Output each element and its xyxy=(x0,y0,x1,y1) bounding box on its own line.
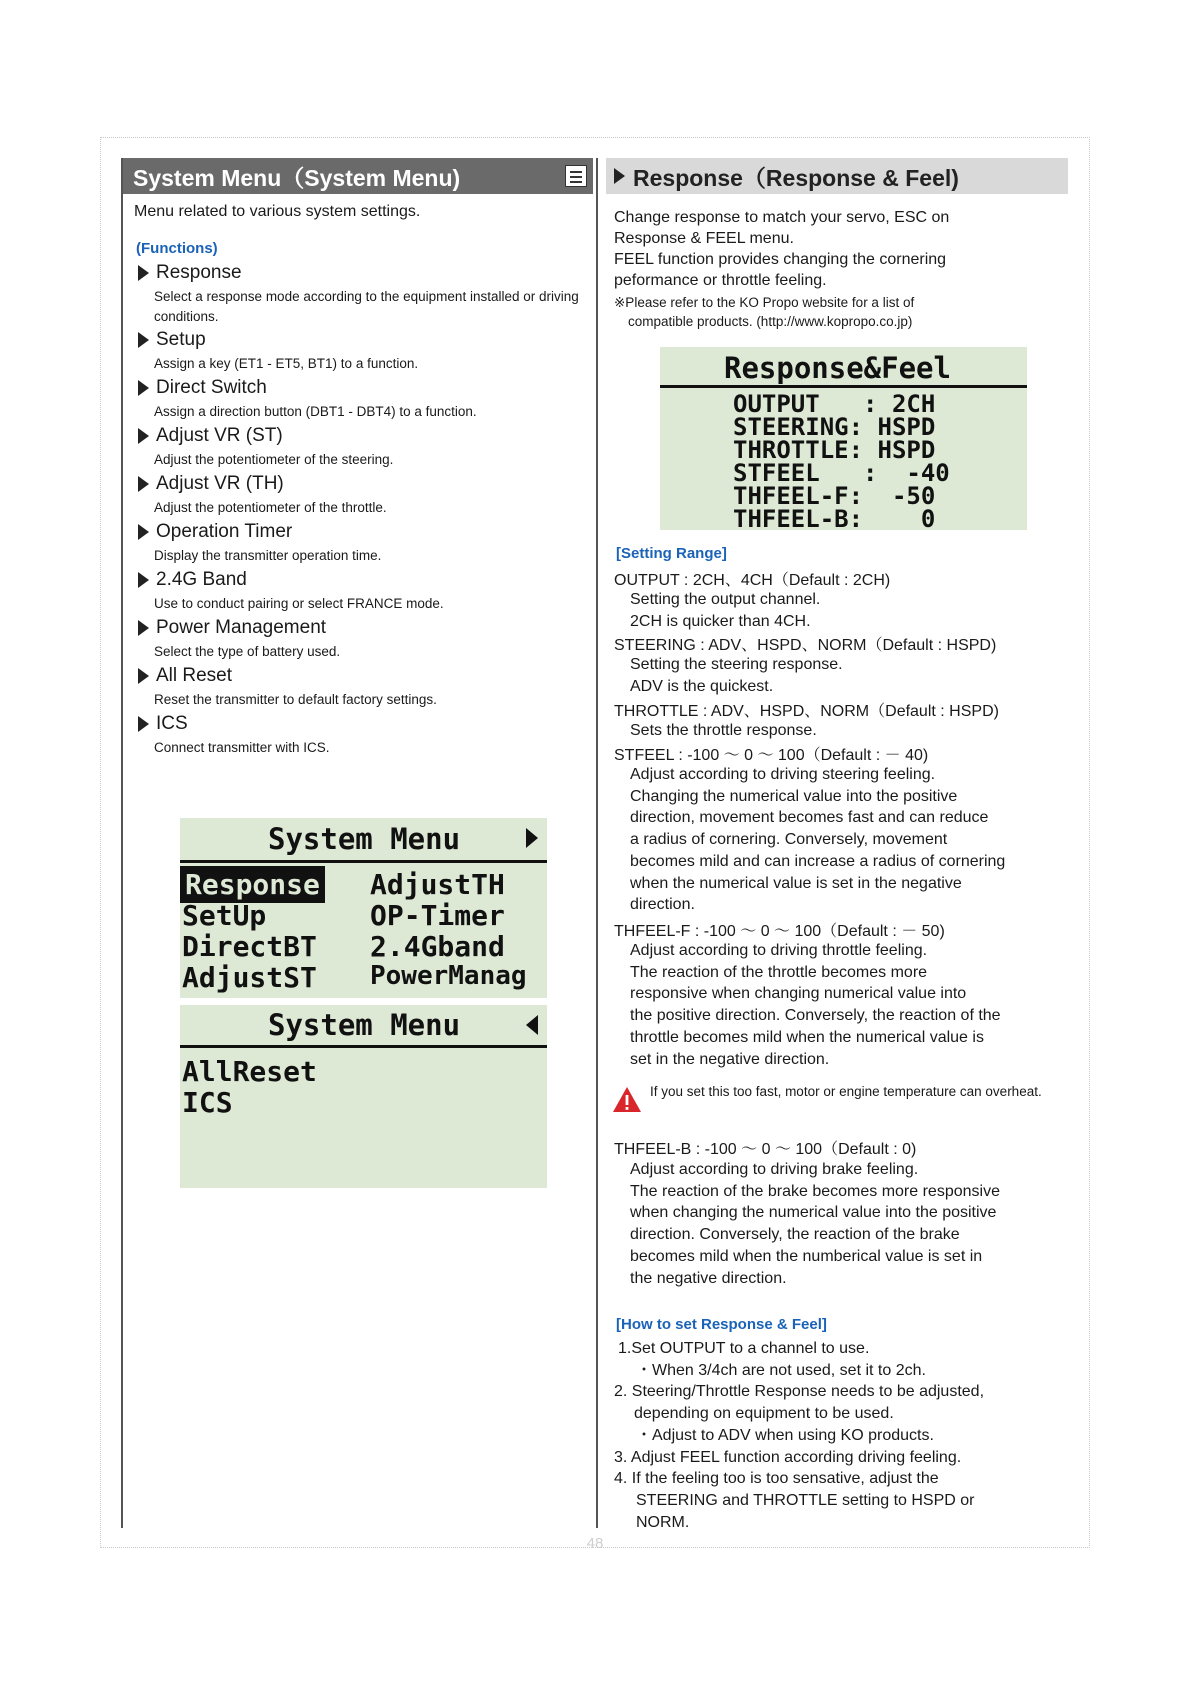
desc-line: Setting the steering response. xyxy=(630,656,843,673)
range-thfeel-f-head: THFEEL-F : -100 ～ 0 ～ 100（Default : － 50) xyxy=(614,923,945,940)
lcd-item-adjustth[interactable]: AdjustTH xyxy=(370,868,505,901)
step-line: 3. Adjust FEEL function according driving feeling. xyxy=(614,1448,962,1466)
bullet-triangle-icon xyxy=(138,572,149,588)
bullet-triangle-icon xyxy=(138,620,149,636)
step-line: 2. Steering/Throttle Response needs to be adjusted, xyxy=(614,1383,985,1401)
desc-line: Adjust according to driving steering feeling. xyxy=(630,766,936,783)
lcd-item-powermanag[interactable]: PowerManag xyxy=(370,961,527,991)
compat-note xyxy=(614,293,1074,331)
bullet-triangle-icon xyxy=(138,668,149,684)
desc-line: when the numerical value is set in the negative xyxy=(630,874,962,892)
bullet-triangle-icon xyxy=(138,332,149,348)
intro-line: Change response to match your servo, ESC on xyxy=(614,209,950,226)
function-title: Power Management xyxy=(156,617,327,638)
desc-line: Adjust according to driving brake feeling. xyxy=(630,1161,919,1178)
lcd-system-menu-page1 xyxy=(180,818,547,998)
lcd-item-response-selected[interactable]: Response xyxy=(182,868,323,901)
system-menu-header xyxy=(123,158,593,194)
how-to-label: [How to set Response & Feel] xyxy=(616,1316,827,1333)
system-menu-intro: Menu related to various system settings. xyxy=(134,203,421,220)
function-item-ics xyxy=(138,713,588,758)
note-line: ※Please refer to the KO Propo website for a list of xyxy=(614,295,915,310)
range-thfeel-b-head: THFEEL-B : -100 ～ 0 ～ 100（Default : 0) xyxy=(614,1141,917,1158)
desc-line: Adjust according to driving throttle feeling. xyxy=(630,942,928,959)
function-desc: Reset the transmitter to default factory settings. xyxy=(154,692,437,707)
function-title: Direct Switch xyxy=(156,377,267,398)
desc-line: Sets the throttle response. xyxy=(630,722,817,739)
step-line: 4. If the feeling too is too sensative, adjust the xyxy=(614,1470,939,1488)
function-desc: Select a response mode according to the equipment installed or driving conditions. xyxy=(154,289,579,324)
lcd-item-allreset[interactable]: AllReset xyxy=(182,1055,317,1088)
function-item-24g-band xyxy=(138,569,588,614)
function-title: Adjust VR (ST) xyxy=(156,425,283,446)
function-desc: Select the type of battery used. xyxy=(154,644,341,659)
lcd-title: Response&Feel xyxy=(724,351,951,385)
desc-line: the negative direction. xyxy=(630,1269,787,1287)
range-throttle-head: THROTTLE : ADV、HSPD、NORM（Default : HSPD) xyxy=(614,703,999,720)
desc-line: a radius of cornering. Conversely, movement xyxy=(630,831,948,849)
arrow-right-icon xyxy=(526,828,538,848)
bullet-triangle-icon xyxy=(138,716,149,732)
desc-line: The reaction of the brake becomes more responsive xyxy=(630,1182,1000,1200)
step-line: STEERING and THROTTLE setting to HSPD or xyxy=(636,1491,975,1509)
lcd-item-ics[interactable]: ICS xyxy=(182,1086,233,1119)
desc-line: Changing the numerical value into the positive xyxy=(630,787,958,805)
range-stfeel-head: STFEEL : -100 ～ 0 ～ 100（Default : － 40) xyxy=(614,747,929,764)
function-desc: Adjust the potentiometer of the steering. xyxy=(154,452,394,467)
desc-line: becomes mild when the numberical value is set in xyxy=(630,1247,983,1265)
column-divider xyxy=(596,158,598,1528)
lcd-title-rule xyxy=(180,860,547,863)
menu-list-icon xyxy=(565,165,587,187)
lcd-item-op-timer[interactable]: OP-Timer xyxy=(370,899,505,932)
response-header-text: Response（Response & Feel) xyxy=(633,164,959,191)
function-item-power-management xyxy=(138,617,588,662)
setting-range-label: [Setting Range] xyxy=(616,545,727,562)
lcd-title-rule xyxy=(180,1045,547,1048)
lcd-row-steering[interactable]: STEERING: HSPD xyxy=(733,413,936,441)
function-item-all-reset xyxy=(138,665,588,710)
lcd-row-output[interactable]: OUTPUT : 2CH xyxy=(733,390,936,418)
warning-triangle-icon xyxy=(612,1086,642,1113)
function-title: ICS xyxy=(156,713,188,734)
range-throttle-desc xyxy=(630,720,1078,742)
bullet-triangle-icon xyxy=(138,428,149,444)
function-desc: Use to conduct pairing or select FRANCE mode. xyxy=(154,596,444,611)
range-output-head: OUTPUT : 2CH、4CH（Default : 2CH) xyxy=(614,572,891,589)
lcd-system-menu-page2 xyxy=(180,1005,547,1188)
intro-line: FEEL function provides changing the cornering xyxy=(614,251,947,268)
desc-line: throttle becomes mild when the numerical value is xyxy=(630,1028,984,1046)
function-item-setup xyxy=(138,329,588,374)
response-header xyxy=(606,158,1068,194)
desc-line: direction, movement becomes fast and can reduce xyxy=(630,809,989,827)
desc-line: becomes mild and can increase a radius of cornering xyxy=(630,852,1006,870)
bullet-triangle-icon xyxy=(138,265,149,281)
lcd-item-directbt[interactable]: DirectBT xyxy=(182,930,317,963)
function-title: Response xyxy=(156,262,242,283)
function-desc: Connect transmitter with ICS. xyxy=(154,740,330,755)
function-item-direct-switch xyxy=(138,377,588,422)
range-thfeel-b-desc xyxy=(630,1159,1078,1289)
page-number: 48 xyxy=(586,1535,604,1552)
lcd-title: System Menu xyxy=(268,822,461,856)
desc-line: 2CH is quicker than 4CH. xyxy=(630,612,811,630)
range-steering-desc xyxy=(630,654,1078,697)
desc-line: The reaction of the throttle becomes more xyxy=(630,963,928,981)
note-line: compatible products. (http://www.kopropo.co.jp) xyxy=(628,314,913,329)
step-line: NORM. xyxy=(636,1513,690,1531)
lcd-response-feel xyxy=(660,347,1027,533)
response-intro xyxy=(614,207,1074,291)
lcd-item-setup[interactable]: SetUp xyxy=(182,899,267,932)
function-item-response xyxy=(138,262,588,327)
step-line: 1.Set OUTPUT to a channel to use. xyxy=(618,1340,870,1357)
bullet-triangle-icon xyxy=(138,380,149,396)
function-item-adjust-vr-th xyxy=(138,473,588,518)
lcd-row-thfeel-b[interactable]: THFEEL-B: 0 xyxy=(733,505,936,533)
function-item-adjust-vr-st xyxy=(138,425,588,470)
desc-line: direction. xyxy=(630,896,695,914)
desc-line: set in the negative direction. xyxy=(630,1050,830,1068)
function-title: Operation Timer xyxy=(156,521,293,542)
bullet-triangle-icon xyxy=(138,524,149,540)
function-desc: Display the transmitter operation time. xyxy=(154,548,382,563)
lcd-item-24gband[interactable]: 2.4Gband xyxy=(370,930,505,963)
left-margin-rule xyxy=(121,158,123,1528)
lcd-row-stfeel[interactable]: STFEEL : -40 xyxy=(733,459,950,487)
intro-line: Response & FEEL menu. xyxy=(614,230,794,247)
function-title: Adjust VR (TH) xyxy=(156,473,284,494)
desc-line: responsive when changing numerical value into xyxy=(630,985,967,1003)
function-title: All Reset xyxy=(156,665,233,686)
header-triangle-icon xyxy=(614,168,625,184)
lcd-title-rule xyxy=(660,385,1027,388)
desc-line: direction. Conversely, the reaction of the brake xyxy=(630,1226,960,1244)
arrow-left-icon xyxy=(526,1015,538,1035)
lcd-row-throttle[interactable]: THROTTLE: HSPD xyxy=(733,436,936,464)
warning-text: If you set this too fast, motor or engine temperature can overheat. xyxy=(650,1084,1042,1099)
lcd-row-thfeel-f[interactable]: THFEEL-F: -50 xyxy=(733,482,936,510)
function-desc: Adjust the potentiometer of the throttle. xyxy=(154,500,387,515)
range-thfeel-f-desc xyxy=(630,940,1078,1070)
function-desc: Assign a key (ET1 - ET5, BT1) to a function. xyxy=(154,356,419,371)
system-menu-header-text: System Menu（System Menu) xyxy=(133,164,461,191)
functions-label: (Functions) xyxy=(136,240,218,257)
desc-line: when changing the numerical value into the positive xyxy=(630,1204,997,1222)
range-steering-head: STEERING : ADV、HSPD、NORM（Default : HSPD) xyxy=(614,637,997,654)
function-title: 2.4G Band xyxy=(156,569,247,590)
lcd-item-adjustst[interactable]: AdjustST xyxy=(182,961,317,994)
step-line: depending on equipment to be used. xyxy=(634,1405,894,1423)
function-item-operation-timer xyxy=(138,521,588,566)
function-title: Setup xyxy=(156,329,206,350)
how-to-steps xyxy=(614,1338,1074,1533)
step-line: ・When 3/4ch are not used, set it to 2ch. xyxy=(636,1361,926,1379)
desc-line: Setting the output channel. xyxy=(630,591,821,608)
bullet-triangle-icon xyxy=(138,476,149,492)
lcd-title: System Menu xyxy=(268,1008,461,1042)
range-output-desc xyxy=(630,589,1078,632)
step-line: ・Adjust to ADV when using KO products. xyxy=(636,1426,934,1444)
desc-line: ADV is the quickest. xyxy=(630,677,774,695)
function-desc: Assign a direction button (DBT1 - DBT4) to a function. xyxy=(154,404,477,419)
desc-line: the positive direction. Conversely, the reaction of the xyxy=(630,1007,1001,1025)
intro-line: peformance or throttle feeling. xyxy=(614,272,827,289)
range-stfeel-desc xyxy=(630,764,1078,916)
